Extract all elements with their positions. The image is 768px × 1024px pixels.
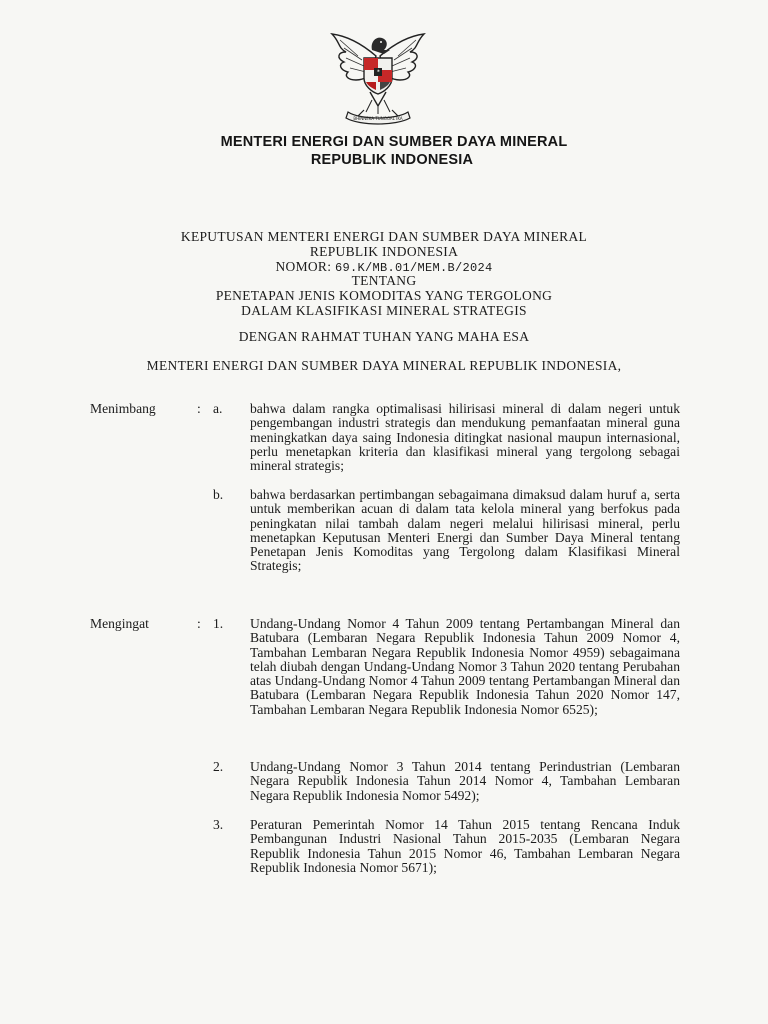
- garuda-icon: [318, 26, 438, 126]
- issuer-line: MENTERI ENERGI DAN SUMBER DAYA MINERAL REPUBLIK INDONESIA,: [146, 358, 622, 373]
- number-value: 69.K/MB.01/MEM.B/2024: [334, 261, 493, 275]
- menimbang-item-b: bahwa berdasarkan pertimbangan sebagaimana dimaksud dalam huruf a, serta untuk memberikan acuan di dalam tata kelola mineral yang berfokus pada peningkatan nilai tambah dalam negeri melalui hilirisasi mineral, perlu menetapkan Keputusan Menteri Energi dan Sumber Daya Mineral tentang Penetapan Jenis Komoditas yang Tergolong dalam Klasifikasi Mineral Strategis;: [250, 487, 680, 574]
- title-line2: REPUBLIK INDONESIA: [309, 244, 459, 259]
- subject-line2: DALAM KLASIFIKASI MINERAL STRATEGIS: [241, 303, 527, 318]
- mengingat-label: Mengingat: [90, 616, 149, 631]
- title-line1: KEPUTUSAN MENTERI ENERGI DAN SUMBER DAYA MINERAL: [180, 229, 588, 244]
- menimbang-item-a: bahwa dalam rangka optimalisasi hilirisasi mineral di dalam negeri untuk pengembangan industri strategis dan mendukung pemanfaatan mineral guna meningkatkan daya saing Indonesia ditingkat nasional maupun internasional, perlu menetapkan kriteria dan klasifikasi mineral yang tergolong sebagai mineral strategis;: [250, 401, 680, 474]
- mengingat-item-3: Peraturan Pemerintah Nomor 14 Tahun 2015 tentang Rencana Induk Pembangunan Industri Nasional Tahun 2015-2035 (Lembaran Negara Republik Indonesia Tahun 2015 Nomor 46, Tambahan Lembaran Negara Republik Indonesia Nomor 5671);: [250, 817, 680, 875]
- mengingat-colon: :: [197, 616, 201, 631]
- letterhead-line1: MENTERI ENERGI DAN SUMBER DAYA MINERAL: [220, 134, 568, 150]
- mengingat-marker-1: 1.: [213, 616, 224, 631]
- menimbang-colon: :: [197, 401, 201, 416]
- letterhead-line2: REPUBLIK INDONESIA: [310, 152, 474, 168]
- emblem-motto: BHINNEKA TUNGGAL IKA: [353, 116, 403, 121]
- subject-line1: PENETAPAN JENIS KOMODITAS YANG TERGOLONG: [215, 288, 553, 303]
- menimbang-label: Menimbang: [90, 401, 156, 416]
- mengingat-item-2: Undang-Undang Nomor 3 Tahun 2014 tentang Perindustrian (Lembaran Negara Republik Indonesia Tahun 2014 Nomor 4, Tambahan Lembaran Negara Republik Indonesia Nomor 5492);: [250, 759, 680, 803]
- menimbang-marker-a: a.: [213, 401, 223, 416]
- mengingat-marker-2: 2.: [213, 759, 224, 774]
- garuda-emblem: [318, 26, 438, 126]
- mengingat-item-1: Undang-Undang Nomor 4 Tahun 2009 tentang Pertambangan Mineral dan Batubara (Lembaran Negara Republik Indonesia Tahun 2009 Nomor 4, Tambahan Lembaran Negara Republik Indonesia Nomor 4959) sebagaimana telah diubah dengan Undang-Undang Nomor 3 Tahun 2020 tentang Perubahan atas Undang-Undang Nomor 4 Tahun 2009 tentang Pertambangan Mineral dan Batubara (Lembaran Negara Republik Indonesia Tahun 2020 Nomor 147, Tambahan Lembaran Negara Republik Indonesia Nomor 6525);: [250, 616, 680, 717]
- tentang-heading: TENTANG: [351, 273, 417, 288]
- mengingat-marker-3: 3.: [213, 817, 224, 832]
- blessing-line: DENGAN RAHMAT TUHAN YANG MAHA ESA: [238, 329, 530, 344]
- number-label: NOMOR:: [275, 259, 332, 274]
- menimbang-marker-b: b.: [213, 487, 224, 502]
